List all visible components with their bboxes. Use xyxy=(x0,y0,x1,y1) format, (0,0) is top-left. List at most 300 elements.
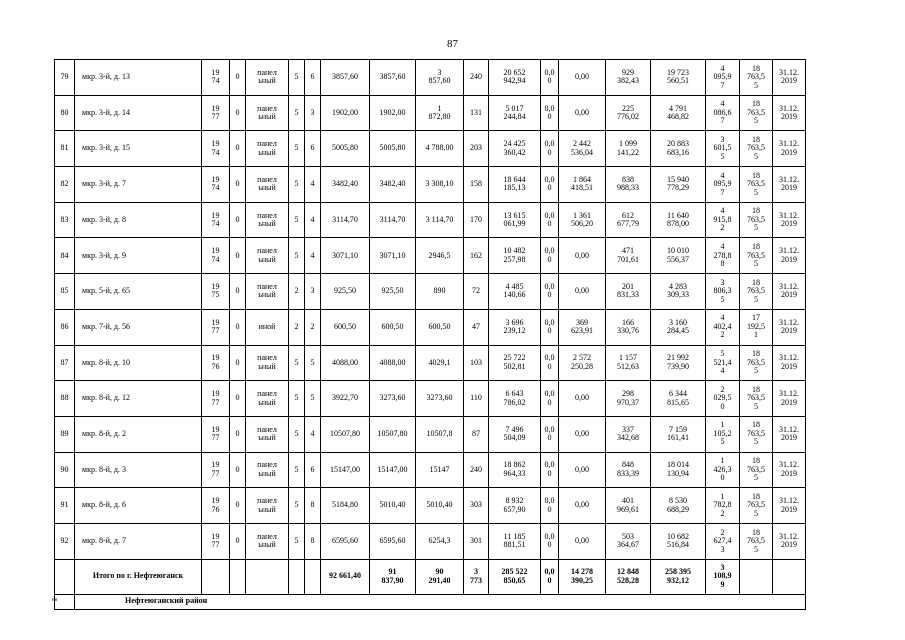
floors-cell: 2 xyxy=(289,274,305,310)
fund-municipal-cell: 401 969,61 xyxy=(606,488,651,524)
address-cell: мкр. 5-й, д. 65 xyxy=(75,274,202,310)
max-unit-cost-cell: 18 763,5 5 xyxy=(740,167,773,203)
floors-cell: 5 xyxy=(289,131,305,167)
total-a1-cell: 92 661,40 xyxy=(321,559,370,594)
fund-regional-cell: 0,00 xyxy=(559,523,606,559)
total-empty-cell xyxy=(773,559,806,594)
total-area-cell: 15147,00 xyxy=(321,452,370,488)
unit-cost-cell: 4 095,9 7 xyxy=(706,60,740,96)
deadline-cell: 31.12. 2019 xyxy=(773,60,806,96)
table-row xyxy=(55,238,806,274)
address-cell: мкр. 8-й, д. 3 xyxy=(75,452,202,488)
year-built-cell: 19 76 xyxy=(202,345,230,381)
floors-cell: 5 xyxy=(289,416,305,452)
fund-regional-cell: 0,00 xyxy=(559,381,606,417)
row-number-cell: 81 xyxy=(55,131,75,167)
wall-material-cell: иной xyxy=(246,309,289,345)
area-owned-cell: 4029,1 xyxy=(416,345,464,381)
total-area-cell: 3071,10 xyxy=(321,238,370,274)
total-area-cell: 4088,00 xyxy=(321,345,370,381)
column-zero-cell: 0 xyxy=(230,309,246,345)
table-row xyxy=(55,167,806,203)
deadline-cell: 31.12. 2019 xyxy=(773,131,806,167)
total-area-cell: 1902,00 xyxy=(321,95,370,131)
max-unit-cost-cell: 18 763,5 5 xyxy=(740,523,773,559)
fund-municipal-cell: 1 157 512,63 xyxy=(606,345,651,381)
residents-cell: 303 xyxy=(464,488,489,524)
fund-federal-cell: 0,0 0 xyxy=(541,309,559,345)
address-cell: мкр. 3-й, д. 8 xyxy=(75,202,202,238)
wall-material-cell: панел ьный xyxy=(246,238,289,274)
residents-cell: 301 xyxy=(464,523,489,559)
entrances-cell: 4 xyxy=(305,167,321,203)
column-zero-cell: 0 xyxy=(230,381,246,417)
year-built-cell: 19 77 xyxy=(202,452,230,488)
area-owned-cell: 4 788,00 xyxy=(416,131,464,167)
address-cell: мкр. 3-й, д. 13 xyxy=(75,60,202,96)
address-cell: мкр. 8-й, д. 7 xyxy=(75,523,202,559)
total-cost-cell: 3 696 239,12 xyxy=(489,309,541,345)
area-owned-cell: 1 872,80 xyxy=(416,95,464,131)
floors-cell: 5 xyxy=(289,60,305,96)
area-owned-cell: 6254,3 xyxy=(416,523,464,559)
footer-mark: нн xyxy=(52,598,58,603)
address-cell: мкр. 8-й, д. 10 xyxy=(75,345,202,381)
column-zero-cell: 0 xyxy=(230,60,246,96)
wall-material-cell: панел ьный xyxy=(246,452,289,488)
residents-cell: 162 xyxy=(464,238,489,274)
entrances-cell: 8 xyxy=(305,488,321,524)
residents-cell: 87 xyxy=(464,416,489,452)
table-row xyxy=(55,95,806,131)
table-row xyxy=(55,416,806,452)
wall-material-cell: панел ьный xyxy=(246,202,289,238)
residents-cell: 170 xyxy=(464,202,489,238)
total-area-cell: 10507,80 xyxy=(321,416,370,452)
wall-material-cell: панел ьный xyxy=(246,167,289,203)
wall-material-cell: панел ьный xyxy=(246,381,289,417)
fund-owners-cell: 3 160 284,45 xyxy=(651,309,706,345)
fund-municipal-cell: 166 330,76 xyxy=(606,309,651,345)
fund-regional-cell: 0,00 xyxy=(559,238,606,274)
area-owned-cell: 15147 xyxy=(416,452,464,488)
residents-cell: 110 xyxy=(464,381,489,417)
entrances-cell: 3 xyxy=(305,274,321,310)
column-zero-cell: 0 xyxy=(230,238,246,274)
floors-cell: 5 xyxy=(289,345,305,381)
fund-owners-cell: 15 940 778,29 xyxy=(651,167,706,203)
total-cost-cell: 6 643 786,02 xyxy=(489,381,541,417)
year-built-cell: 19 74 xyxy=(202,131,230,167)
row-number-cell: 89 xyxy=(55,416,75,452)
table-row xyxy=(55,131,806,167)
column-zero-cell: 0 xyxy=(230,95,246,131)
wall-material-cell: панел ьный xyxy=(246,488,289,524)
fund-owners-cell: 7 159 161,41 xyxy=(651,416,706,452)
deadline-cell: 31.12. 2019 xyxy=(773,416,806,452)
fund-federal-cell: 0,0 0 xyxy=(541,452,559,488)
deadline-cell: 31.12. 2019 xyxy=(773,167,806,203)
total-f2-cell: 14 278 390,25 xyxy=(559,559,606,594)
total-cost-cell: 20 652 942,94 xyxy=(489,60,541,96)
wall-material-cell: панел ьный xyxy=(246,95,289,131)
column-zero-cell: 0 xyxy=(230,345,246,381)
table-row xyxy=(55,309,806,345)
area-residential-cell: 3114,70 xyxy=(370,202,416,238)
total-empty-cell xyxy=(289,559,305,594)
wall-material-cell: панел ьный xyxy=(246,523,289,559)
total-res-cell: 3 773 xyxy=(464,559,489,594)
total-area-cell: 5184,80 xyxy=(321,488,370,524)
max-unit-cost-cell: 18 763,5 5 xyxy=(740,345,773,381)
max-unit-cost-cell: 18 763,5 5 xyxy=(740,488,773,524)
total-f4-cell: 258 395 932,12 xyxy=(651,559,706,594)
floors-cell: 5 xyxy=(289,488,305,524)
entrances-cell: 4 xyxy=(305,202,321,238)
fund-federal-cell: 0,0 0 xyxy=(541,95,559,131)
fund-federal-cell: 0,0 0 xyxy=(541,488,559,524)
total-cost-cell: 25 722 502,81 xyxy=(489,345,541,381)
max-unit-cost-cell: 18 763,5 5 xyxy=(740,452,773,488)
deadline-cell: 31.12. 2019 xyxy=(773,238,806,274)
unit-cost-cell: 4 278,8 8 xyxy=(706,238,740,274)
fund-municipal-cell: 471 701,61 xyxy=(606,238,651,274)
entrances-cell: 6 xyxy=(305,452,321,488)
area-residential-cell: 3273,60 xyxy=(370,381,416,417)
area-owned-cell: 3 308,10 xyxy=(416,167,464,203)
entrances-cell: 8 xyxy=(305,523,321,559)
fund-owners-cell: 18 014 130,94 xyxy=(651,452,706,488)
area-residential-cell: 1902,00 xyxy=(370,95,416,131)
total-cost-cell: 24 425 360,42 xyxy=(489,131,541,167)
row-number-cell: 82 xyxy=(55,167,75,203)
year-built-cell: 19 77 xyxy=(202,95,230,131)
total-empty-cell xyxy=(202,559,230,594)
fund-regional-cell: 0,00 xyxy=(559,452,606,488)
unit-cost-cell: 1 105,2 5 xyxy=(706,416,740,452)
max-unit-cost-cell: 18 763,5 5 xyxy=(740,274,773,310)
wall-material-cell: панел ьный xyxy=(246,274,289,310)
total-cost-cell: 18 644 185,13 xyxy=(489,167,541,203)
total-empty-cell xyxy=(246,559,289,594)
fund-municipal-cell: 225 776,02 xyxy=(606,95,651,131)
page-number: 87 xyxy=(447,38,458,50)
floors-cell: 5 xyxy=(289,523,305,559)
unit-cost-cell: 3 806,3 5 xyxy=(706,274,740,310)
unit-cost-cell: 4 402,4 2 xyxy=(706,309,740,345)
year-built-cell: 19 77 xyxy=(202,523,230,559)
year-built-cell: 19 75 xyxy=(202,274,230,310)
row-number-cell: 85 xyxy=(55,274,75,310)
total-cost-cell: 5 017 244,84 xyxy=(489,95,541,131)
unit-cost-cell: 3 601,5 5 xyxy=(706,131,740,167)
total-area-cell: 3857,60 xyxy=(321,60,370,96)
table-row xyxy=(55,452,806,488)
max-unit-cost-cell: 18 763,5 5 xyxy=(740,202,773,238)
wall-material-cell: панел ьный xyxy=(246,60,289,96)
year-built-cell: 19 77 xyxy=(202,309,230,345)
table-row xyxy=(55,345,806,381)
area-owned-cell: 3273,60 xyxy=(416,381,464,417)
address-cell: мкр. 8-й, д. 12 xyxy=(75,381,202,417)
fund-owners-cell: 10 010 556,37 xyxy=(651,238,706,274)
fund-owners-cell: 6 344 815,65 xyxy=(651,381,706,417)
fund-owners-cell: 19 723 560,51 xyxy=(651,60,706,96)
fund-regional-cell: 0,00 xyxy=(559,488,606,524)
floors-cell: 5 xyxy=(289,95,305,131)
deadline-cell: 31.12. 2019 xyxy=(773,309,806,345)
total-a2-cell: 91 837,90 xyxy=(370,559,416,594)
deadline-cell: 31.12. 2019 xyxy=(773,488,806,524)
fund-regional-cell: 0,00 xyxy=(559,60,606,96)
floors-cell: 2 xyxy=(289,309,305,345)
table-row xyxy=(55,202,806,238)
row-number-cell: 92 xyxy=(55,523,75,559)
unit-cost-cell: 1 782,8 2 xyxy=(706,488,740,524)
address-cell: мкр. 7-й, д. 56 xyxy=(75,309,202,345)
area-owned-cell: 5010,40 xyxy=(416,488,464,524)
column-zero-cell: 0 xyxy=(230,488,246,524)
fund-federal-cell: 0,0 0 xyxy=(541,202,559,238)
total-area-cell: 3114,70 xyxy=(321,202,370,238)
fund-municipal-cell: 612 677,79 xyxy=(606,202,651,238)
deadline-cell: 31.12. 2019 xyxy=(773,345,806,381)
column-zero-cell: 0 xyxy=(230,274,246,310)
max-unit-cost-cell: 18 763,5 5 xyxy=(740,238,773,274)
total-cost-cell: 4 485 140,66 xyxy=(489,274,541,310)
total-empty-cell xyxy=(305,559,321,594)
fund-federal-cell: 0,0 0 xyxy=(541,167,559,203)
year-built-cell: 19 74 xyxy=(202,238,230,274)
residents-cell: 131 xyxy=(464,95,489,131)
table-row xyxy=(55,381,806,417)
district-row xyxy=(55,594,806,609)
residents-cell: 47 xyxy=(464,309,489,345)
fund-regional-cell: 0,00 xyxy=(559,416,606,452)
area-owned-cell: 3 114,70 xyxy=(416,202,464,238)
fund-owners-cell: 4 283 309,33 xyxy=(651,274,706,310)
row-number-cell: 91 xyxy=(55,488,75,524)
year-built-cell: 19 74 xyxy=(202,202,230,238)
unit-cost-cell: 2 627,4 3 xyxy=(706,523,740,559)
deadline-cell: 31.12. 2019 xyxy=(773,452,806,488)
fund-regional-cell: 0,00 xyxy=(559,274,606,310)
column-zero-cell: 0 xyxy=(230,452,246,488)
fund-federal-cell: 0,0 0 xyxy=(541,381,559,417)
fund-municipal-cell: 838 988,33 xyxy=(606,167,651,203)
total-area-cell: 5005,80 xyxy=(321,131,370,167)
fund-owners-cell: 4 791 468,82 xyxy=(651,95,706,131)
column-zero-cell: 0 xyxy=(230,523,246,559)
area-residential-cell: 15147,00 xyxy=(370,452,416,488)
total-label: Итого по г. Нефтеюганск xyxy=(75,559,202,594)
residents-cell: 103 xyxy=(464,345,489,381)
deadline-cell: 31.12. 2019 xyxy=(773,202,806,238)
residents-cell: 203 xyxy=(464,131,489,167)
row-number-cell: 90 xyxy=(55,452,75,488)
row-number-cell: 79 xyxy=(55,60,75,96)
fund-federal-cell: 0,0 0 xyxy=(541,345,559,381)
total-cost-cell: 18 862 964,33 xyxy=(489,452,541,488)
total-tot-cell: 285 522 850,65 xyxy=(489,559,541,594)
year-built-cell: 19 76 xyxy=(202,488,230,524)
entrances-cell: 2 xyxy=(305,309,321,345)
entrances-cell: 5 xyxy=(305,345,321,381)
deadline-cell: 31.12. 2019 xyxy=(773,381,806,417)
total-f1-cell: 0,0 0 xyxy=(541,559,559,594)
residents-cell: 240 xyxy=(464,452,489,488)
entrances-cell: 4 xyxy=(305,416,321,452)
area-residential-cell: 5005,80 xyxy=(370,131,416,167)
area-owned-cell: 10507,8 xyxy=(416,416,464,452)
district-empty-cell xyxy=(55,594,75,609)
total-cost-cell: 7 496 504,09 xyxy=(489,416,541,452)
table-row xyxy=(55,60,806,96)
total-empty-cell xyxy=(55,559,75,594)
fund-federal-cell: 0,0 0 xyxy=(541,238,559,274)
residents-cell: 240 xyxy=(464,60,489,96)
wall-material-cell: панел ьный xyxy=(246,131,289,167)
total-cost-cell: 8 932 657,90 xyxy=(489,488,541,524)
row-number-cell: 88 xyxy=(55,381,75,417)
max-unit-cost-cell: 18 763,5 5 xyxy=(740,131,773,167)
max-unit-cost-cell: 18 763,5 5 xyxy=(740,95,773,131)
unit-cost-cell: 5 521,4 4 xyxy=(706,345,740,381)
floors-cell: 5 xyxy=(289,238,305,274)
fund-owners-cell: 21 992 739,90 xyxy=(651,345,706,381)
fund-federal-cell: 0,0 0 xyxy=(541,131,559,167)
total-area-cell: 3922,70 xyxy=(321,381,370,417)
unit-cost-cell: 2 029,5 0 xyxy=(706,381,740,417)
max-unit-cost-cell: 18 763,5 5 xyxy=(740,60,773,96)
area-residential-cell: 6595,60 xyxy=(370,523,416,559)
floors-cell: 5 xyxy=(289,381,305,417)
total-area-cell: 6595,60 xyxy=(321,523,370,559)
fund-regional-cell: 2 442 536,04 xyxy=(559,131,606,167)
address-cell: мкр. 3-й, д. 14 xyxy=(75,95,202,131)
fund-owners-cell: 10 682 516,84 xyxy=(651,523,706,559)
fund-municipal-cell: 929 382,43 xyxy=(606,60,651,96)
address-cell: мкр. 8-й, д. 2 xyxy=(75,416,202,452)
unit-cost-cell: 1 426,3 0 xyxy=(706,452,740,488)
floors-cell: 5 xyxy=(289,167,305,203)
year-built-cell: 19 74 xyxy=(202,60,230,96)
area-owned-cell: 600,50 xyxy=(416,309,464,345)
entrances-cell: 4 xyxy=(305,238,321,274)
fund-municipal-cell: 201 831,33 xyxy=(606,274,651,310)
fund-municipal-cell: 337 342,68 xyxy=(606,416,651,452)
fund-owners-cell: 8 530 688,29 xyxy=(651,488,706,524)
entrances-cell: 6 xyxy=(305,60,321,96)
max-unit-cost-cell: 18 763,5 5 xyxy=(740,381,773,417)
deadline-cell: 31.12. 2019 xyxy=(773,523,806,559)
entrances-cell: 5 xyxy=(305,381,321,417)
fund-federal-cell: 0,0 0 xyxy=(541,60,559,96)
address-cell: мкр. 3-й, д. 9 xyxy=(75,238,202,274)
deadline-cell: 31.12. 2019 xyxy=(773,274,806,310)
column-zero-cell: 0 xyxy=(230,416,246,452)
area-residential-cell: 10507,80 xyxy=(370,416,416,452)
area-owned-cell: 2946,5 xyxy=(416,238,464,274)
fund-regional-cell: 1 864 418,51 xyxy=(559,167,606,203)
fund-regional-cell: 1 361 506,20 xyxy=(559,202,606,238)
floors-cell: 5 xyxy=(289,452,305,488)
fund-owners-cell: 11 640 878,00 xyxy=(651,202,706,238)
entrances-cell: 6 xyxy=(305,131,321,167)
deadline-cell: 31.12. 2019 xyxy=(773,95,806,131)
address-cell: мкр. 3-й, д. 15 xyxy=(75,131,202,167)
row-number-cell: 80 xyxy=(55,95,75,131)
fund-municipal-cell: 298 970,37 xyxy=(606,381,651,417)
row-number-cell: 86 xyxy=(55,309,75,345)
area-owned-cell: 3 857,60 xyxy=(416,60,464,96)
unit-cost-cell: 4 086,6 7 xyxy=(706,95,740,131)
column-zero-cell: 0 xyxy=(230,202,246,238)
year-built-cell: 19 77 xyxy=(202,381,230,417)
fund-regional-cell: 369 623,91 xyxy=(559,309,606,345)
max-unit-cost-cell: 17 192,5 1 xyxy=(740,309,773,345)
district-label: Нефтеюганский район xyxy=(75,594,806,609)
entrances-cell: 3 xyxy=(305,95,321,131)
max-unit-cost-cell: 18 763,5 5 xyxy=(740,416,773,452)
area-residential-cell: 3071,10 xyxy=(370,238,416,274)
area-owned-cell: 890 xyxy=(416,274,464,310)
area-residential-cell: 3857,60 xyxy=(370,60,416,96)
total-empty-cell xyxy=(230,559,246,594)
total-row xyxy=(55,559,806,594)
fund-municipal-cell: 1 099 141,22 xyxy=(606,131,651,167)
total-u-cell: 3 108,9 9 xyxy=(706,559,740,594)
row-number-cell: 84 xyxy=(55,238,75,274)
area-residential-cell: 925,50 xyxy=(370,274,416,310)
column-zero-cell: 0 xyxy=(230,167,246,203)
floors-cell: 5 xyxy=(289,202,305,238)
fund-regional-cell: 2 572 250,28 xyxy=(559,345,606,381)
total-area-cell: 925,50 xyxy=(321,274,370,310)
table-row xyxy=(55,274,806,310)
row-number-cell: 83 xyxy=(55,202,75,238)
fund-federal-cell: 0,0 0 xyxy=(541,523,559,559)
total-area-cell: 3482,40 xyxy=(321,167,370,203)
year-built-cell: 19 77 xyxy=(202,416,230,452)
area-residential-cell: 600,50 xyxy=(370,309,416,345)
address-cell: мкр. 3-й, д. 7 xyxy=(75,167,202,203)
row-number-cell: 87 xyxy=(55,345,75,381)
area-residential-cell: 3482,40 xyxy=(370,167,416,203)
column-zero-cell: 0 xyxy=(230,131,246,167)
total-cost-cell: 13 615 061,99 xyxy=(489,202,541,238)
fund-federal-cell: 0,0 0 xyxy=(541,416,559,452)
area-residential-cell: 5010,40 xyxy=(370,488,416,524)
total-cost-cell: 10 482 257,98 xyxy=(489,238,541,274)
total-area-cell: 600,50 xyxy=(321,309,370,345)
total-cost-cell: 11 185 881,51 xyxy=(489,523,541,559)
year-built-cell: 19 74 xyxy=(202,167,230,203)
fund-federal-cell: 0,0 0 xyxy=(541,274,559,310)
total-empty-cell xyxy=(740,559,773,594)
table-row xyxy=(55,523,806,559)
fund-owners-cell: 20 883 683,16 xyxy=(651,131,706,167)
housing-table xyxy=(54,59,806,610)
fund-municipal-cell: 848 833,39 xyxy=(606,452,651,488)
table-row xyxy=(55,488,806,524)
residents-cell: 72 xyxy=(464,274,489,310)
unit-cost-cell: 4 915,8 2 xyxy=(706,202,740,238)
residents-cell: 158 xyxy=(464,167,489,203)
wall-material-cell: панел ьный xyxy=(246,416,289,452)
total-a3-cell: 90 291,40 xyxy=(416,559,464,594)
address-cell: мкр. 8-й, д. 6 xyxy=(75,488,202,524)
